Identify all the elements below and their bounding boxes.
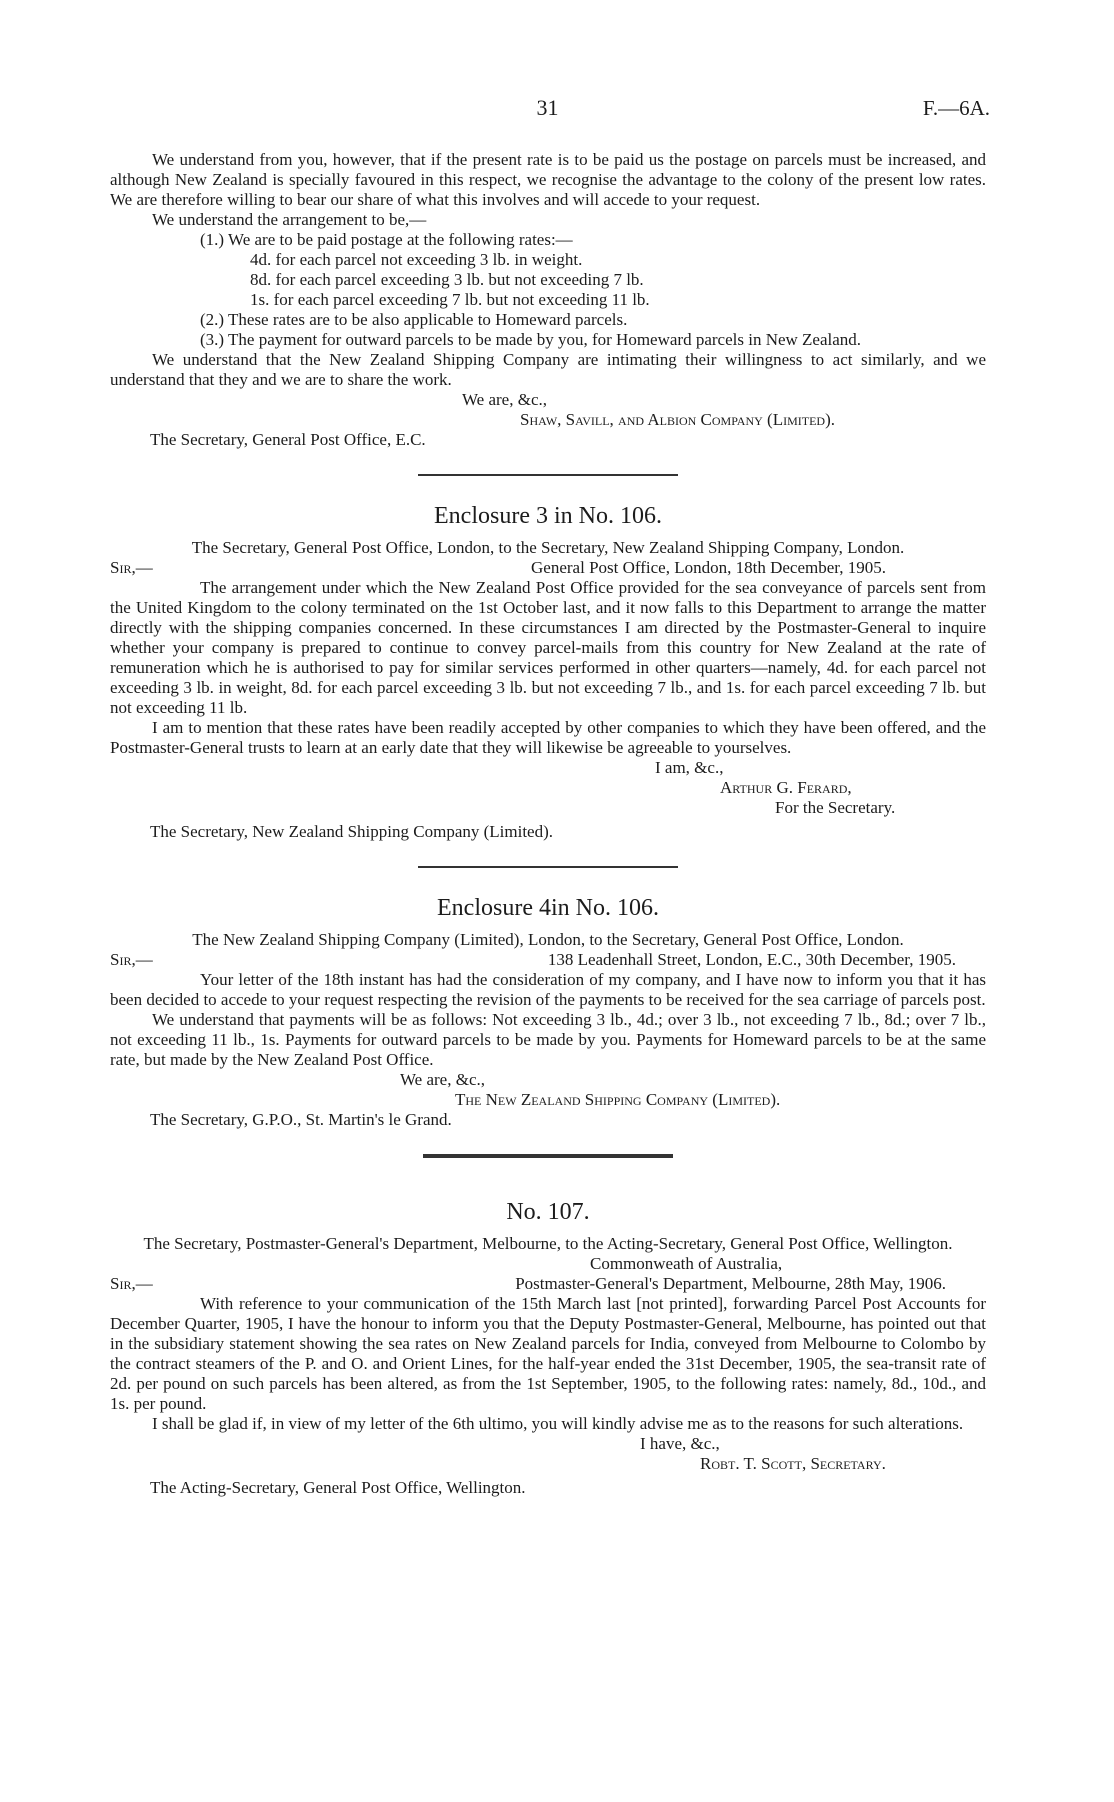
salutation: Sir,— bbox=[110, 950, 153, 969]
paragraph: We understand that the New Zealand Shipping Company are intimating their willingness to act similarly, and we understand that they and we are to share the work. bbox=[110, 350, 986, 389]
signature: Robt. T. Scott, Secretary. bbox=[700, 1454, 886, 1473]
paragraph: The arrangement under which the New Zealand Post Office provided for the sea conveyance of parcels sent from the United Kingdom to the colony terminated on the 1st October last, and it now falls to this Department to arrange the matter directly with the shipping companies concerned. In these circumstances I am directed by the Postmaster-General to inquire whether your company is prepared to continue to convey parcel-mails from this country for New Zealand at the rate of remuneration which he is authorised to pay for similar services performed in other quarters—namely, 4d. for each parcel not exceeding 3 lb. in weight, 8d. for each parcel exceeding 3 lb. but not exceeding 7 lb., and 1s. for each parcel exceeding 7 lb. but not exceeding 11 lb. bbox=[110, 578, 986, 717]
rate-line: 4d. for each parcel not exceeding 3 lb. in weight. bbox=[250, 250, 583, 269]
valediction: We are, &c., bbox=[400, 1070, 485, 1089]
section-divider bbox=[423, 1154, 673, 1158]
valediction: We are, &c., bbox=[462, 390, 547, 409]
list-item: (2.) These rates are to be also applicable to Homeward parcels. bbox=[200, 310, 628, 329]
section-divider bbox=[418, 474, 678, 476]
letter-no-107 bbox=[110, 1198, 986, 1498]
section-heading: No. 107. bbox=[506, 1199, 590, 1225]
addressee: The Secretary, G.P.O., St. Martin's le Grand. bbox=[150, 1110, 452, 1129]
rate-line: 1s. for each parcel exceeding 7 lb. but not exceeding 11 lb. bbox=[250, 290, 650, 309]
paragraph: I shall be glad if, in view of my letter of the 6th ultimo, you will kindly advise me as to the reasons for such alterations. bbox=[152, 1414, 964, 1433]
section-heading: Enclosure 4in No. 106. bbox=[437, 895, 659, 921]
valediction: I am, &c., bbox=[655, 758, 724, 777]
letter-title: The Secretary, General Post Office, London, to the Secretary, New Zealand Shipping Company, London. bbox=[191, 538, 905, 557]
enclosure-4 bbox=[110, 894, 986, 1130]
letter-continuation bbox=[110, 150, 986, 450]
signature: Shaw, Savill, and Albion Company (Limited). bbox=[520, 410, 835, 429]
place-date: 138 Leadenhall Street, London, E.C., 30th December, 1905. bbox=[547, 950, 956, 969]
letter-title: The New Zealand Shipping Company (Limited), London, to the Secretary, General Post Office, London. bbox=[192, 930, 904, 949]
addressee: The Secretary, New Zealand Shipping Company (Limited). bbox=[150, 822, 554, 841]
document-reference: F.—6A. bbox=[922, 96, 990, 120]
paragraph: We understand from you, however, that if the present rate is to be paid us the postage on parcels must be increased, and although New Zealand is specially favoured in this respect, we recognise the advantage to the colony of the present low rates. We are therefore willing to bear our share of what this involves and will accede to your request. bbox=[110, 150, 986, 209]
valediction: I have, &c., bbox=[640, 1434, 720, 1453]
page-number: 31 bbox=[536, 95, 559, 120]
page-content bbox=[110, 150, 986, 1498]
salutation: Sir,— bbox=[110, 1274, 153, 1293]
salutation: Sir,— bbox=[110, 558, 153, 577]
salutation-line bbox=[110, 1274, 986, 1294]
paragraph: I am to mention that these rates have been readily accepted by other companies to which they have been offered, and the Postmaster-General trusts to learn at an early date that they will likewise be agreeable to yourselves. bbox=[110, 718, 986, 757]
letter-title: The Secretary, Postmaster-General's Department, Melbourne, to the Acting-Secretary, General Post Office, Wellington. bbox=[143, 1234, 953, 1253]
section-divider bbox=[418, 866, 678, 868]
section-heading: Enclosure 3 in No. 106. bbox=[434, 503, 662, 529]
list-item: (3.) The payment for outward parcels to be made by you, for Homeward parcels in New Zealand. bbox=[200, 330, 862, 349]
paragraph: Your letter of the 18th instant has had the consideration of my company, and I have now to inform you that it has been decided to accede to your request respecting the revision of the payments to be received for the sea carriage of parcels post. bbox=[110, 970, 986, 1009]
addressee: The Acting-Secretary, General Post Office, Wellington. bbox=[150, 1478, 526, 1497]
signature-role: For the Secretary. bbox=[775, 798, 896, 817]
addressee: The Secretary, General Post Office, E.C. bbox=[150, 430, 426, 449]
signature: Arthur G. Ferard, bbox=[720, 778, 852, 797]
salutation-line bbox=[110, 558, 986, 578]
salutation-line bbox=[110, 950, 986, 970]
rate-line: 8d. for each parcel exceeding 3 lb. but not exceeding 7 lb. bbox=[250, 270, 644, 289]
signature: The New Zealand Shipping Company (Limited). bbox=[455, 1090, 781, 1109]
place-date: Postmaster-General's Department, Melbourne, 28th May, 1906. bbox=[515, 1274, 946, 1293]
place-date: General Post Office, London, 18th December, 1905. bbox=[531, 558, 886, 577]
place-line: Commonweath of Australia, bbox=[590, 1254, 783, 1273]
paragraph: We understand that payments will be as follows: Not exceeding 3 lb., 4d.; over 3 lb., not exceeding 7 lb., 8d.; over 7 lb., not exceeding 11 lb., 1s. Payments for outward parcels to be made by you. Payments for Homeward parcels to be at the same rate, but made by the New Zealand Post Office. bbox=[110, 1010, 986, 1069]
page-header bbox=[105, 95, 990, 122]
paragraph: We understand the arrangement to be,— bbox=[152, 210, 427, 229]
list-item: (1.) We are to be paid postage at the following rates:— bbox=[200, 230, 573, 249]
paragraph: With reference to your communication of the 15th March last [not printed], forwarding Parcel Post Accounts for December Quarter, 1905, I have the honour to inform you that the Deputy Postmaster-General, Melbourne, has pointed out that in the subsidiary statement showing the sea rates on New Zealand parcels for India, conveyed from Melbourne to Colombo by the contract steamers of the P. and O. and Orient Lines, for the half-year ended the 31st December, 1905, the sea-transit rate of 2d. per pound on such parcels has been altered, as from the 1st September, 1905, to the following rates: namely, 8d., 10d., and 1s. per pound. bbox=[110, 1294, 986, 1413]
enclosure-3 bbox=[110, 502, 986, 842]
